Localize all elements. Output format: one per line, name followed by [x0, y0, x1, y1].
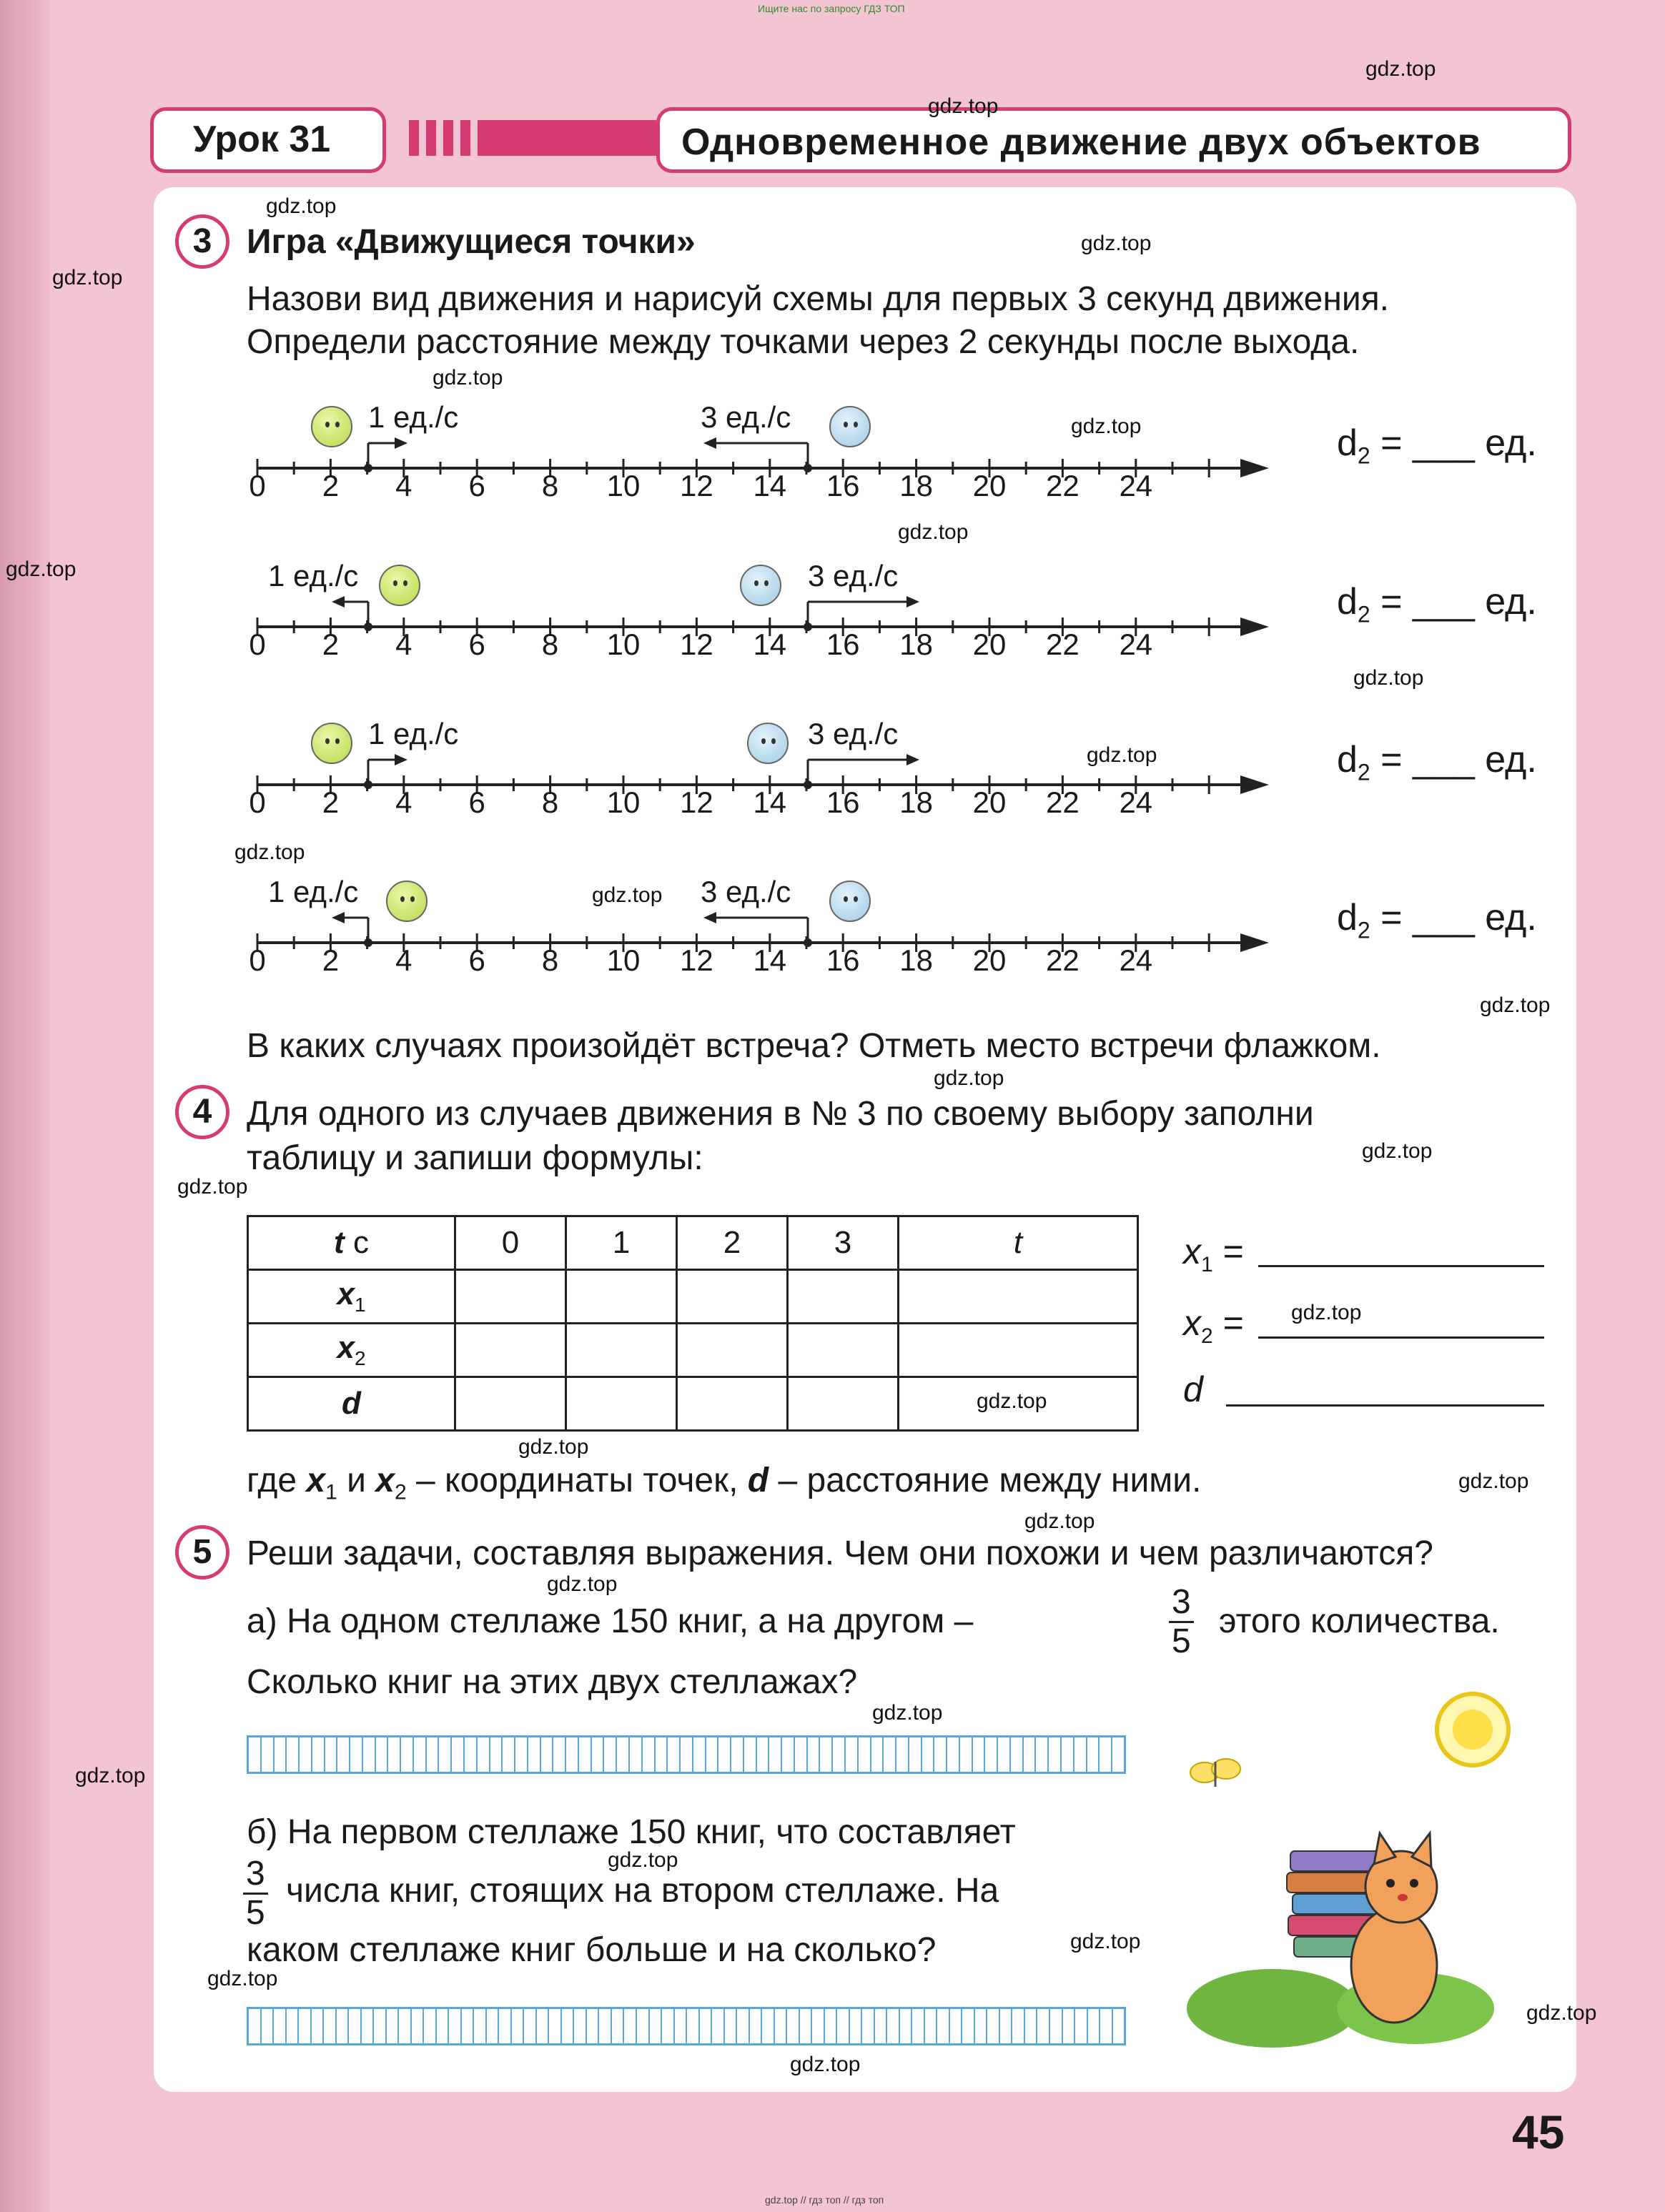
tick-label: 2	[322, 469, 340, 502]
watermark: gdz.top	[6, 557, 76, 581]
tick-label: 8	[541, 785, 559, 819]
tick-label: 16	[826, 943, 860, 977]
table-cell[interactable]	[899, 1270, 1138, 1324]
watermark: gdz.top	[608, 1848, 678, 1872]
table-cell[interactable]	[566, 1270, 677, 1324]
watermark: gdz.top	[177, 1175, 248, 1199]
tick-label: 0	[249, 785, 266, 819]
blue-point-face	[829, 406, 871, 447]
tick-label: 14	[753, 943, 787, 977]
answer-grid-b[interactable]	[247, 2007, 1126, 2045]
blue-point-face	[829, 881, 871, 922]
tick-label: 0	[249, 628, 266, 661]
watermark: gdz.top	[1070, 1930, 1141, 1953]
formula-x2-line[interactable]	[1258, 1336, 1544, 1339]
task5-a-line3: Сколько книг на этих двух стеллажах?	[247, 1663, 858, 1701]
tick-label: 18	[899, 628, 933, 661]
tick-label: 4	[395, 469, 412, 502]
tick-label: 6	[468, 785, 485, 819]
watermark: gdz.top	[433, 366, 503, 390]
task3-title: Игра «Движущиеся точки»	[247, 223, 696, 261]
table-cell[interactable]	[788, 1324, 899, 1377]
table-cell: 0	[455, 1216, 566, 1270]
tick-label: 6	[468, 469, 485, 502]
distance-label: $d_2$ = ___ ед.	[1337, 581, 1537, 628]
tick-label: 10	[606, 943, 641, 977]
formula-x1-line[interactable]	[1258, 1265, 1544, 1267]
tick-label: 4	[395, 785, 412, 819]
row-label: $x_2$	[248, 1324, 455, 1377]
watermark: gdz.top	[872, 1701, 943, 1725]
answer-grid-a[interactable]	[247, 1735, 1126, 1774]
table-cell[interactable]	[677, 1270, 788, 1324]
tick-label: 24	[1119, 628, 1153, 661]
tick-label: 2	[322, 785, 340, 819]
row-label: d	[248, 1377, 455, 1431]
task3-line1: Назови вид движения и нарисуй схемы для первых 3 секунд движения.	[247, 280, 1390, 318]
tick-label: 2	[322, 943, 340, 977]
speed-label-b: 3 ед./с	[701, 400, 791, 434]
distance-label: $d_2$ = ___ ед.	[1337, 897, 1537, 943]
tick-label: 0	[249, 943, 266, 977]
task5-intro: Реши задачи, составляя выражения. Чем они похожи и чем различаются?	[247, 1534, 1433, 1572]
watermark: gdz.top	[547, 1572, 618, 1596]
watermark: gdz.top	[1458, 1469, 1529, 1493]
speed-label-b: 3 ед./с	[808, 559, 899, 592]
table-cell: 1	[566, 1216, 677, 1270]
tick-label: 22	[1046, 943, 1079, 977]
speed-label-b: 3 ед./с	[808, 717, 899, 750]
table-cell[interactable]	[788, 1270, 899, 1324]
lesson-badge	[150, 107, 386, 173]
row-label: $x_1$	[248, 1270, 455, 1324]
task4-note: где $x_1$ и $x_2$ – координаты точек, d – расстояние между ними.	[247, 1462, 1202, 1504]
watermark: gdz.top	[518, 1435, 589, 1459]
speed-label-a: 1 ед./с	[368, 400, 459, 434]
tick-label: 6	[468, 943, 485, 977]
watermark: gdz.top	[934, 1066, 1004, 1090]
task-number-5: 5	[175, 1525, 229, 1579]
distance-label: $d_2$ = ___ ед.	[1337, 422, 1537, 469]
tick-label: 8	[541, 469, 559, 502]
tick-label: 22	[1046, 469, 1079, 502]
tick-label: 18	[899, 785, 933, 819]
task5-a-line2: этого количества.	[1219, 1602, 1500, 1640]
tick-label: 14	[753, 628, 787, 661]
watermark: gdz.top	[234, 840, 305, 864]
watermark: gdz.top	[207, 1967, 278, 1990]
speed-label-a: 1 ед./с	[368, 717, 459, 750]
table-header-row	[248, 1216, 1138, 1270]
formula-d-label: d	[1183, 1369, 1203, 1409]
green-point-face	[386, 881, 428, 922]
watermark: gdz.top	[790, 2053, 861, 2076]
tick-label: 20	[972, 943, 1007, 977]
watermark: gdz.top	[75, 1764, 146, 1787]
number-line-4	[236, 875, 1537, 977]
table-row	[248, 1270, 1138, 1324]
watermark: gdz.top	[1353, 666, 1424, 690]
tick-label: 14	[753, 785, 787, 819]
speed-label-b: 3 ед./с	[701, 875, 791, 908]
butterfly-icon	[1190, 1759, 1240, 1787]
task4-line1: Для одного из случаев движения в № 3 по своему выбору заполни	[247, 1095, 1314, 1133]
bottom-note: gdz.top // гдз топ // гдз топ	[765, 2194, 884, 2206]
watermark: gdz.top	[1365, 57, 1436, 81]
watermark: gdz.top	[1291, 1301, 1362, 1324]
table-cell[interactable]	[455, 1377, 566, 1431]
watermark: gdz.top	[1071, 415, 1142, 438]
watermark: gdz.top	[1526, 2001, 1597, 2025]
number-line-1	[236, 400, 1537, 502]
decor-bar	[478, 120, 656, 156]
tick-label: 12	[680, 469, 713, 502]
tick-label: 6	[468, 628, 485, 661]
task4-line2: таблицу и запиши формулы:	[247, 1139, 703, 1177]
tick-label: 10	[606, 628, 641, 661]
table-cell: t	[899, 1216, 1138, 1270]
tick-label: 20	[972, 628, 1007, 661]
watermark: gdz.top	[1362, 1139, 1433, 1163]
table-cell[interactable]	[677, 1377, 788, 1431]
table-cell[interactable]	[788, 1377, 899, 1431]
task3-question: В каких случаях произойдёт встреча? Отметь место встречи флажком.	[247, 1027, 1381, 1065]
tick-label: 18	[899, 469, 933, 502]
cat-with-books-illustration	[1187, 1680, 1530, 2051]
blue-point-face	[740, 565, 781, 606]
table-cell[interactable]	[566, 1377, 677, 1431]
green-point-face	[379, 565, 420, 606]
watermark: gdz.top	[1024, 1509, 1095, 1533]
tick-label: 22	[1046, 628, 1079, 661]
distance-label: $d_2$ = ___ ед.	[1337, 739, 1537, 785]
tick-label: 12	[680, 785, 713, 819]
table-cell[interactable]	[899, 1324, 1138, 1377]
watermark: gdz.top	[1081, 232, 1152, 255]
tick-label: 24	[1119, 785, 1153, 819]
tick-label: 8	[541, 943, 559, 977]
tick-label: 24	[1119, 943, 1153, 977]
lesson-title-box	[656, 107, 1571, 173]
tick-label: 16	[826, 469, 860, 502]
decor-bar	[426, 120, 436, 156]
task-number-4: 4	[175, 1085, 229, 1139]
tick-label: 4	[395, 628, 412, 661]
page-number: 45	[1512, 2106, 1565, 2158]
lesson-title: Одновременное движение двух объектов	[681, 121, 1481, 163]
table-cell[interactable]	[566, 1324, 677, 1377]
top-note: Ищите нас по запросу ГДЗ ТОП	[758, 3, 905, 14]
table-cell: 3	[788, 1216, 899, 1270]
tick-label: 24	[1119, 469, 1153, 502]
tick-label: 18	[899, 943, 933, 977]
blue-point-face	[747, 723, 789, 764]
tick-label: 8	[541, 628, 559, 661]
speed-label-a: 1 ед./с	[268, 875, 359, 908]
number-line-2	[236, 559, 1537, 661]
speed-label-a: 1 ед./с	[268, 559, 359, 592]
table-cell[interactable]	[455, 1270, 566, 1324]
task5-a-line1: а) На одном стеллаже 150 книг, а на другом –	[247, 1602, 974, 1640]
tick-label: 10	[606, 785, 641, 819]
task5-b-line2: числа книг, стоящих на втором стеллаже. На	[286, 1872, 999, 1910]
watermark: gdz.top	[928, 94, 999, 118]
watermark: gdz.top	[1480, 993, 1551, 1017]
tick-label: 16	[826, 628, 860, 661]
tick-label: 10	[606, 469, 641, 502]
book-spine	[0, 0, 50, 2212]
decor-bar	[443, 120, 453, 156]
tick-label: 20	[972, 469, 1007, 502]
table-header-t: t с	[248, 1216, 455, 1270]
fraction-3-5-b: $\frac{3}{5}$	[243, 1857, 268, 1930]
tick-label: 20	[972, 785, 1007, 819]
watermark: gdz.top	[266, 194, 337, 218]
table-cell[interactable]	[677, 1324, 788, 1377]
bushes-icon	[1187, 1969, 1494, 2048]
task3-line2: Определи расстояние между точками через 2 секунды после выхода.	[247, 323, 1360, 361]
decor-bar	[409, 120, 419, 156]
tick-label: 2	[322, 628, 340, 661]
table-row	[248, 1324, 1138, 1377]
green-point-face	[311, 406, 352, 447]
tick-label: 16	[826, 785, 860, 819]
tick-label: 14	[753, 469, 787, 502]
table-cell: 2	[677, 1216, 788, 1270]
tick-label: 12	[680, 628, 713, 661]
watermark: gdz.top	[52, 266, 123, 289]
watermark: gdz.top	[592, 883, 663, 907]
task5-b-line1: б) На первом стеллаже 150 книг, что составляет	[247, 1813, 1016, 1851]
formula-x1-label: $x_1$ =	[1183, 1231, 1244, 1276]
task5-b-line3: каком стеллаже книг больше и на сколько?	[247, 1931, 937, 1969]
watermark: gdz.top	[977, 1389, 1047, 1413]
fraction-3-5: $\frac{3}{5}$	[1169, 1585, 1194, 1659]
tick-label: 12	[680, 943, 713, 977]
formula-x2-label: $x_2$ =	[1183, 1303, 1244, 1348]
watermark: gdz.top	[1087, 743, 1157, 767]
table-cell[interactable]	[455, 1324, 566, 1377]
green-point-face	[311, 723, 352, 764]
tick-label: 4	[395, 943, 412, 977]
watermark: gdz.top	[898, 520, 969, 544]
task-number-3: 3	[175, 214, 229, 269]
lesson-label: Урок 31	[193, 119, 331, 160]
tick-label: 0	[249, 469, 266, 502]
tick-label: 22	[1046, 785, 1079, 819]
formula-d-line[interactable]	[1226, 1404, 1544, 1407]
decor-bar	[460, 120, 470, 156]
sun-icon	[1437, 1694, 1508, 1765]
